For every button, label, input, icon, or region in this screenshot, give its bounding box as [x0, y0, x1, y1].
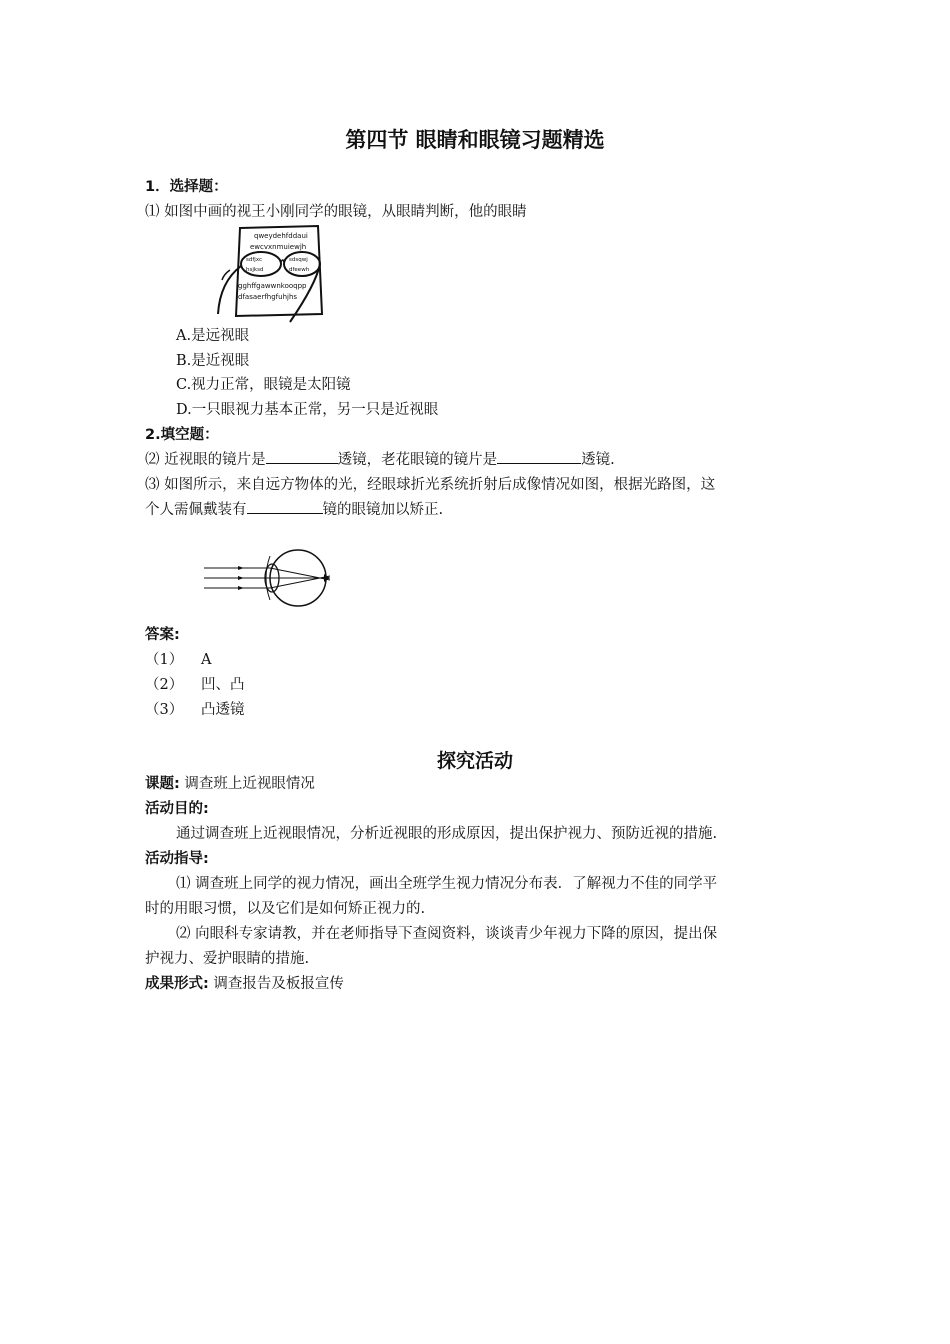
guide-1-line2: 时的用眼习惯，以及它们是如何矫正视力的.	[145, 901, 426, 917]
guide-2-line2: 护视力、爱护眼睛的措施.	[145, 951, 310, 967]
eye-ray-diagram	[200, 548, 340, 610]
chart-line-5: gghffgawwnkooqpp	[238, 282, 307, 290]
result-text: 调查报告及板报宣传	[213, 976, 344, 992]
purpose-text: 通过调查班上近视眼情况，分析近视眼的形成原因，提出保护视力、预防近视的措施.	[176, 826, 718, 842]
answer-1-num: （1）	[145, 652, 184, 668]
option-d: D.一只眼视力基本正常，另一只是近视眼	[176, 402, 439, 418]
page-title: 第四节 眼睛和眼镜习题精选	[345, 128, 605, 152]
topic-label: 课题:	[145, 776, 180, 792]
topic-text: 调查班上近视眼情况	[184, 776, 315, 792]
answer-blank-2[interactable]	[497, 449, 581, 464]
answer-2-num: （2）	[145, 677, 184, 693]
activity-result	[145, 973, 344, 995]
chart-line-1: qweydehfddaui	[254, 232, 308, 240]
q2-part-b: 透镜，老花眼镜的镜片是	[337, 452, 498, 468]
chart-line-6: dfasaerfhgfuhjhs	[238, 293, 298, 301]
result-label: 成果形式:	[145, 976, 209, 992]
question-3-line1: ⑶ 如图所示，来自远方物体的光，经眼球折光系统折射后成像情况如图，根据光路图，这	[145, 477, 716, 493]
question-1: ⑴ 如图中画的视王小刚同学的眼镜，从眼睛判断，他的眼睛	[145, 204, 527, 220]
chart-line-4a: hsjksd	[246, 267, 264, 273]
chart-line-3a: sdfjxc	[246, 257, 263, 263]
answer-blank-3[interactable]	[247, 499, 323, 514]
eye-chart-glasses-figure	[210, 224, 330, 324]
answer-blank-1[interactable]	[266, 449, 338, 464]
guide-2-line1: ⑵ 向眼科专家请教，并在老师指导下查阅资料，谈谈青少年视力下降的原因，提出保	[176, 926, 718, 942]
answer-1-text: A	[201, 652, 212, 668]
guide-label: 活动指导:	[145, 851, 209, 867]
q2-part-c: 透镜.	[581, 452, 615, 468]
answers-heading: 答案:	[145, 627, 180, 643]
purpose-label: 活动目的:	[145, 801, 209, 817]
q3-part-a: 个人需佩戴装有	[145, 502, 247, 518]
activity-topic	[145, 773, 315, 795]
chart-line-4b: dfeewh	[289, 267, 310, 273]
answer-2-text: 凹、凸	[201, 677, 245, 693]
activity-heading: 探究活动	[436, 750, 513, 772]
chart-line-3b: sdsqwj	[289, 257, 308, 263]
answer-3-text: 凸透镜	[201, 702, 245, 718]
answer-2	[145, 674, 245, 696]
section1-heading: 1．选择题：	[145, 179, 228, 195]
answer-3	[145, 699, 245, 721]
question-2	[145, 449, 615, 471]
q3-part-b: 镜的眼镜加以矫正.	[322, 502, 444, 518]
answer-1	[145, 649, 211, 671]
option-c: C.视力正常，眼镜是太阳镜	[176, 377, 351, 393]
option-a: A.是远视眼	[176, 328, 250, 344]
guide-1-line1: ⑴ 调查班上同学的视力情况，画出全班学生视力情况分布表．了解视力不佳的同学平	[176, 876, 718, 892]
section2-heading: 2.填空题：	[145, 427, 219, 443]
q2-part-a: ⑵ 近视眼的镜片是	[145, 452, 266, 468]
option-b: B.是近视眼	[176, 353, 250, 369]
answer-3-num: （3）	[145, 702, 184, 718]
chart-line-2: ewcvxnmuiewjh	[250, 243, 307, 251]
question-3-line2	[145, 499, 443, 521]
